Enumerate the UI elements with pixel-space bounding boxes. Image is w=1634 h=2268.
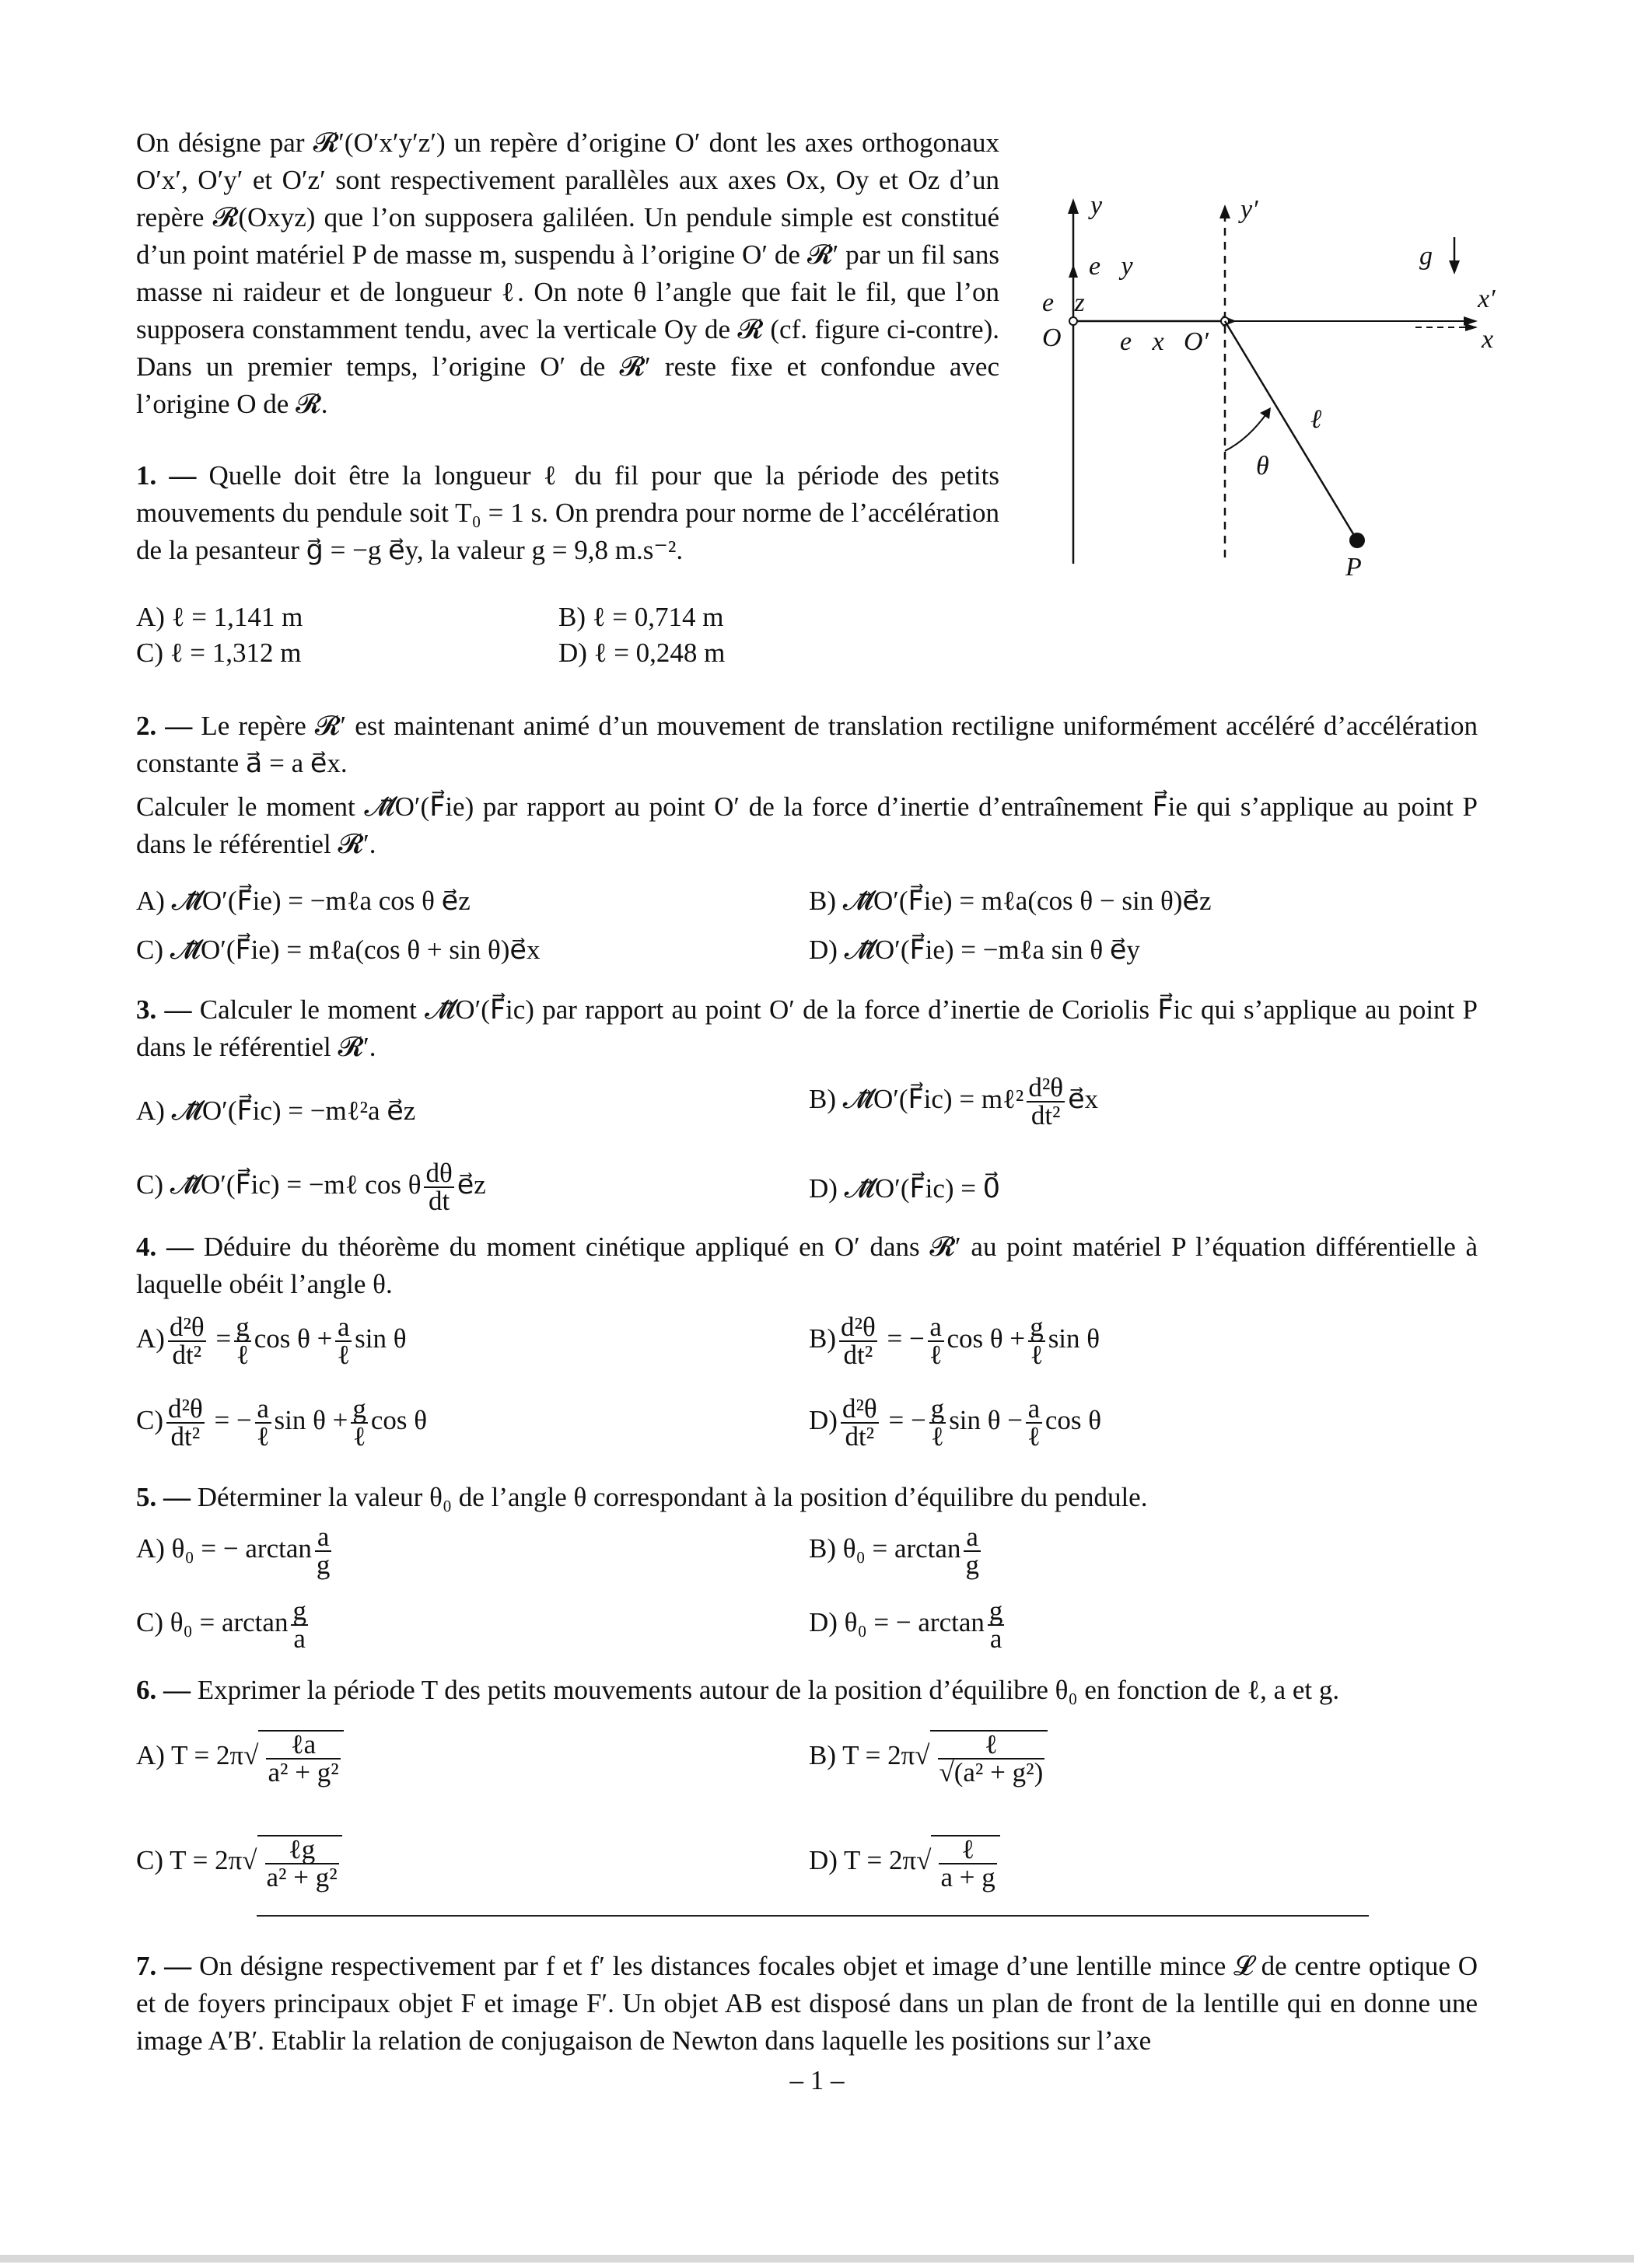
pendulum-figure [1042, 183, 1509, 587]
label-l: ℓ [1310, 405, 1322, 434]
pendulum-string [1225, 321, 1357, 540]
question-7 [136, 1948, 1478, 2060]
q6-option-b[interactable]: B) T = 2π√ $\frac{\text{ℓ}}{\text{√(a² + g²)}}$ [809, 1730, 1048, 1786]
q4-option-a[interactable]: A) $\frac{\text{d²θ}}{\text{dt²}}$ = $\frac{g}{\text{ℓ}}$ cos θ + $\frac{a}{\text{ℓ}}$ sin θ [136, 1312, 407, 1370]
q5-option-b[interactable]: B) θ₀ = arctan $\frac{a}{g}$ [809, 1522, 979, 1580]
q5-option-d[interactable]: D) θ₀ = − arctan $\frac{g}{a}$ [809, 1595, 1003, 1654]
section-divider [257, 1915, 1369, 1917]
q3-number: 3. — [136, 994, 192, 1025]
q1-option-a[interactable]: A) ℓ = 1,141 m [136, 602, 303, 632]
q1-text: Quelle doit être la longueur ℓ du fil pour que la période des petits mouvements du pendule soit T₀ = 1 s. On prendra pour norme de l’accélération de la pesanteur g⃗ = −g e⃗y, la valeur g = 9,8 m.s⁻². [136, 460, 1000, 565]
q1-number: 1. — [136, 460, 197, 491]
ey-arrow [1069, 264, 1078, 278]
label-P: P [1345, 553, 1362, 582]
q2-option-d[interactable]: D) 𝓜⃗O′(F⃗ie) = −mℓa sin θ e⃗y [809, 935, 1140, 965]
label-ey: e⃗y [1089, 252, 1133, 281]
q3-text: Calculer le moment 𝓜⃗O′(F⃗ic) par rapport au point O′ de la force d’inertie de Coriolis F⃗ic qui s’applique au point P dans le référentiel 𝓡′. [136, 994, 1478, 1062]
question-5 [136, 1479, 1478, 1516]
q4-option-d[interactable]: D) $\frac{\text{d²θ}}{\text{dt²}}$ = − $\frac{g}{\text{ℓ}}$ sin θ − $\frac{a}{\text{ℓ}}$ cos θ [809, 1393, 1101, 1452]
page-number: – 1 – [789, 2065, 845, 2095]
q6-number: 6. — [136, 1675, 191, 1705]
q2-number: 2. — [136, 711, 193, 741]
label-x: x [1482, 325, 1494, 354]
scan-edge [0, 2255, 1634, 2263]
label-x-prime: x′ [1478, 285, 1496, 313]
question-1 [136, 457, 999, 569]
q4-option-c[interactable]: C) $\frac{\text{d²θ}}{\text{dt²}}$ = − $\frac{a}{\text{ℓ}}$ sin θ + $\frac{g}{\text{ℓ}}$ cos θ [136, 1393, 428, 1452]
q4-text: Déduire du théorème du moment cinétique appliqué en O′ dans 𝓡′ au point matériel P l’équation différentielle à laquelle obéit l’angle θ. [136, 1232, 1478, 1299]
y-axis-arrow [1068, 198, 1079, 214]
q3-option-c[interactable]: C) 𝓜⃗O′(F⃗ic) = −mℓ cos θ $\frac{d\theta}{dt}$ e⃗z [136, 1158, 486, 1216]
theta-arc-arrow [1260, 407, 1271, 419]
intro-paragraph [136, 124, 999, 423]
question-4 [136, 1228, 1478, 1303]
q1-option-c[interactable]: C) ℓ = 1,312 m [136, 638, 302, 668]
question-6 [136, 1672, 1478, 1709]
q4-option-b[interactable]: B) $\frac{\text{d²θ}}{\text{dt²}}$ = − $\frac{a}{\text{ℓ}}$ cos θ + $\frac{g}{\text{ℓ}}$ sin θ [809, 1312, 1100, 1370]
q5-text: Déterminer la valeur θ₀ de l’angle θ correspondant à la position d’équilibre du pendule. [197, 1482, 1148, 1512]
q6-option-a[interactable]: A) T = 2π√ $\frac{\text{ℓa}}{\text{a² + g²}}$ [136, 1730, 344, 1786]
origin-O-marker [1069, 317, 1077, 325]
q3-option-d[interactable]: D) 𝓜⃗O′(F⃗ic) = 0⃗ [809, 1173, 1001, 1204]
label-theta: θ [1256, 452, 1269, 481]
q3-option-b[interactable]: B) 𝓜⃗O′(F⃗ic) = mℓ² $\frac{\text{d²θ}}{\text{dt²}}$ e⃗x [809, 1072, 1099, 1131]
question-2 [136, 708, 1478, 863]
q2-option-b[interactable]: B) 𝓜⃗O′(F⃗ie) = mℓa(cos θ − sin θ)e⃗z [809, 886, 1212, 916]
x-prime-axis-arrow [1465, 323, 1478, 331]
q1-option-d[interactable]: D) ℓ = 0,248 m [558, 638, 726, 668]
theta-arc [1225, 412, 1268, 451]
q7-number: 7. — [136, 1951, 192, 1981]
label-y-prime: y′ [1240, 195, 1258, 224]
q5-number: 5. — [136, 1482, 191, 1512]
q3-option-a[interactable]: A) 𝓜⃗O′(F⃗ic) = −mℓ²a e⃗z [136, 1096, 416, 1126]
intro-text: On désigne par 𝓡′(O′x′y′z′) un repère d’origine O′ dont les axes orthogonaux O′x′, O′y′ et O′z′ sont respectivement parallèles aux axes Ox, Oy et Oz d’un repère 𝓡(Oxyz) que l’on supposera galiléen. Un pendule simple est constitué d’un point matériel P de masse m, suspendu à l’origine O′ de 𝓡′ par un fil sans masse ni raideur et de longueur ℓ. On note θ l’angle que fait le fil, que l’on supposera constamment tendu, avec la verticale Oy de 𝓡 (cf. figure ci-contre). Dans un premier temps, l’origine O′ de 𝓡′ reste fixe et confondue avec l’origine O de 𝓡. [136, 128, 999, 419]
q6-option-c[interactable]: C) T = 2π√ $\frac{\text{ℓg}}{\text{a² + g²}}$ [136, 1835, 342, 1891]
y-prime-axis-arrow [1219, 204, 1230, 218]
q2-text2: Calculer le moment 𝓜⃗O′(F⃗ie) par rapport au point O′ de la force d’inertie d’entraînement F⃗ie qui s’applique au point P dans le référentiel 𝓡′. [136, 792, 1478, 859]
q4-number: 4. — [136, 1232, 194, 1262]
label-O-prime: O′ [1184, 327, 1209, 356]
q6-text: Exprimer la période T des petits mouvements autour de la position d’équilibre θ₀ en fonction de ℓ, a et g. [197, 1675, 1340, 1705]
q2-text: Le repère 𝓡′ est maintenant animé d’un mouvement de translation rectiligne uniformément accéléré d’accélération constante a⃗ = a e⃗x. [136, 711, 1478, 778]
q5-option-a[interactable]: A) θ₀ = − arctan $\frac{a}{g}$ [136, 1522, 331, 1580]
q7-text: On désigne respectivement par f et f′ les distances focales objet et image d’une lentille mince 𝓛 de centre optique O et de foyers principaux objet F et image F′. Un objet AB est disposé dans un plan de front de la lentille qui en donne une image A′B′. Etablir la relation de conjugaison de Newton dans laquelle les positions sur l’axe [136, 1951, 1478, 2056]
label-y: y [1090, 191, 1103, 220]
q2-option-c[interactable]: C) 𝓜⃗O′(F⃗ie) = mℓa(cos θ + sin θ)e⃗x [136, 935, 541, 965]
label-ex: e⃗x [1120, 327, 1164, 356]
label-O: O [1042, 323, 1062, 352]
q5-option-c[interactable]: C) θ₀ = arctan $\frac{g}{a}$ [136, 1595, 306, 1654]
mass-P [1349, 533, 1365, 548]
label-ez: e⃗z [1042, 288, 1085, 317]
q1-option-b[interactable]: B) ℓ = 0,714 m [558, 602, 724, 632]
q2-option-a[interactable]: A) 𝓜⃗O′(F⃗ie) = −mℓa cos θ e⃗z [136, 886, 471, 916]
label-g: g⃗ [1419, 242, 1454, 271]
question-3 [136, 991, 1478, 1066]
q6-option-d[interactable]: D) T = 2π√ $\frac{\text{ℓ}}{a + g}$ [809, 1835, 1000, 1891]
